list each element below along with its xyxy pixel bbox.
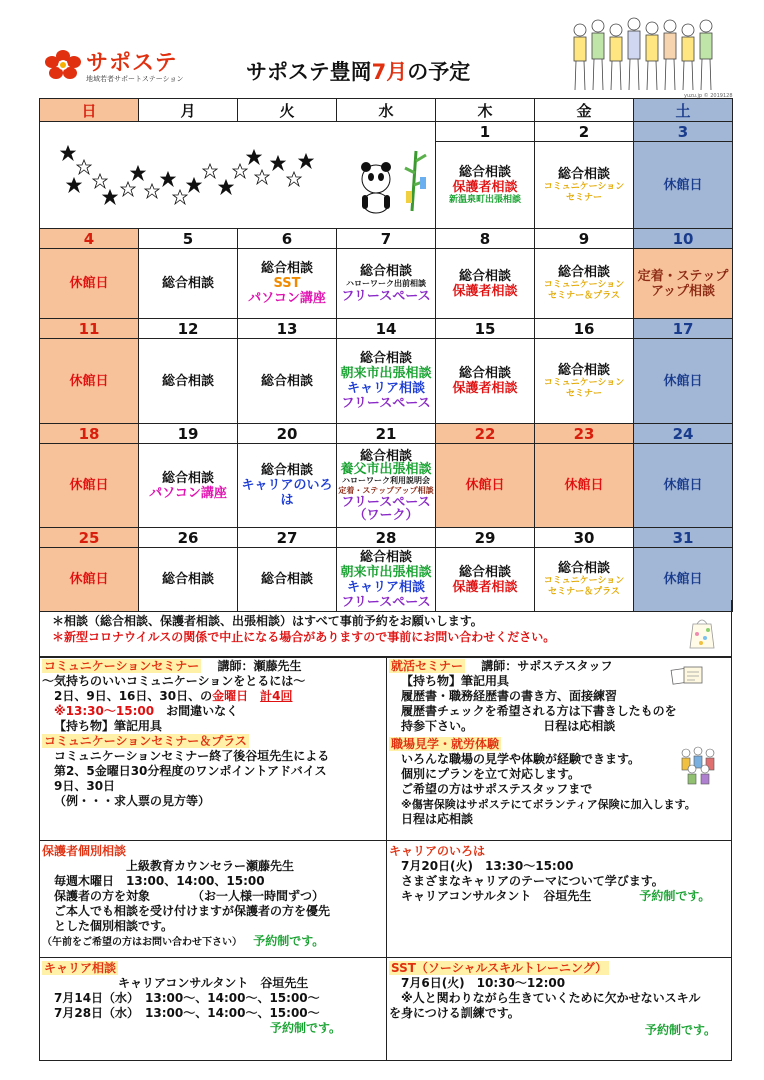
day-9-events: 総合相談 コミュニケーション セミナー＆プラス [535, 249, 634, 319]
info-grid [39, 656, 732, 1061]
day-17-events: 休館日 [634, 339, 733, 424]
workers-group-icon [678, 745, 722, 785]
day-15: 15 [436, 319, 535, 339]
day-20-events: 総合相談 キャリアのいろは [238, 444, 337, 528]
day-27-events: 総合相談 [238, 548, 337, 612]
stars-icon [40, 131, 436, 219]
logo-name: サポステ [86, 51, 178, 76]
day-23-events: 休館日 [535, 444, 634, 528]
stars-decoration [40, 122, 436, 229]
career-iroha-section: キャリアのいろは 7月20日(火) 13:30〜15:00 さまざまなキャリアのテーマについて学びます。 キャリアコンサルタント 谷垣先生 予約制です。 [389, 844, 711, 903]
day-26: 26 [139, 528, 238, 548]
day-3: 3 [634, 122, 733, 142]
day-29: 29 [436, 528, 535, 548]
header [0, 0, 764, 99]
documents-icon [670, 665, 704, 687]
day-5: 5 [139, 229, 238, 249]
day-24-events: 休館日 [634, 444, 733, 528]
day-10: 10 [634, 229, 733, 249]
day-24: 24 [634, 424, 733, 444]
covid-note: ＊新型コロナウイルスの関係で中止になる場合がありますので事前にお問い合わせください。 [52, 630, 556, 644]
day-21: 21 [337, 424, 436, 444]
day-8: 8 [436, 229, 535, 249]
day-14: 14 [337, 319, 436, 339]
day-2-events: 総合相談 コミュニケーション セミナー [535, 142, 634, 229]
flower-logo-icon [42, 50, 84, 80]
day-20: 20 [238, 424, 337, 444]
weekday-header-row [40, 99, 733, 122]
day-31-events: 休館日 [634, 548, 733, 612]
day-9: 9 [535, 229, 634, 249]
day-30: 30 [535, 528, 634, 548]
day-16-events: 総合相談 コミュニケーション セミナー [535, 339, 634, 424]
day-22: 22 [436, 424, 535, 444]
day-4: 4 [40, 229, 139, 249]
page-title: サポステ豊岡7月の予定 [246, 60, 471, 84]
weekday-tue: 火 [238, 99, 337, 122]
job-hunting-seminar-section: 就活セミナー 講師：サポステスタッフ 【持ち物】筆記用具 履歴書・職務経歴書の書き方、面接練習 履歴書チェックを希望される方は下書きしたものを 持参下さい。 日程は応相談 [391, 659, 677, 733]
communication-seminar-plus-section: コミュニケーションセミナー＆プラス コミュニケーションセミナー終了後谷垣先生による 第2、5金曜日30分程度のワンポイントアドバイス 9日、30日 （例・・・求人票の見方等） [44, 734, 330, 808]
day-6-events: 総合相談 SST パソコン講座 [238, 249, 337, 319]
day-7-events: 総合相談 ハローワーク出前相談 フリースペース [337, 249, 436, 319]
notes-box [39, 600, 732, 658]
day-25: 25 [40, 528, 139, 548]
day-13-events: 総合相談 [238, 339, 337, 424]
sst-section: SST（ソーシャルスキルトレーニング） 7月6日(火) 10:30〜12:00 ※人と関わりながら生きていくために欠かせないスキル を身につける訓練です。 予約制です。 [389, 961, 717, 1037]
day-30-events: 総合相談 コミュニケーション セミナー＆プラス [535, 548, 634, 612]
day-25-events: 休館日 [40, 548, 139, 612]
day-7: 7 [337, 229, 436, 249]
illustration-credit: yuzu.jp © 2019128 [684, 93, 733, 99]
day-21-events: 総合相談 養父市出張相談 ハローワーク利用説明会 定着・ステップアップ相談 フリースペース （ワーク） [337, 444, 436, 528]
gift-bag-icon [687, 614, 717, 650]
day-28-events: 総合相談 朝来市出張相談 キャリア相談 フリースペース [337, 548, 436, 612]
day-11-events: 休館日 [40, 339, 139, 424]
day-8-events: 総合相談 保護者相談 [436, 249, 535, 319]
workplace-experience-section: 職場見学・就労体験 いろんな職場の見学や体験が経験できます。 個別にプランを立て対応します。 ご希望の方はサポステスタッフまで ※傷害保険はサポステにてボランティア保険に加入します。 日程は応相談 [391, 737, 696, 826]
day-6: 6 [238, 229, 337, 249]
day-4-events: 休館日 [40, 249, 139, 319]
day-12-events: 総合相談 [139, 339, 238, 424]
day-18: 18 [40, 424, 139, 444]
bamboo-icon [405, 151, 426, 211]
day-14-events: 総合相談 朝来市出張相談 キャリア相談 フリースペース [337, 339, 436, 424]
weekday-wed: 水 [337, 99, 436, 122]
day-12: 12 [139, 319, 238, 339]
logo-subtitle: 地域若者サポートステーション [86, 75, 184, 83]
day-2: 2 [535, 122, 634, 142]
day-19-events: 総合相談 パソコン講座 [139, 444, 238, 528]
weekday-sat: 土 [634, 99, 733, 122]
logo [42, 50, 217, 90]
day-16: 16 [535, 319, 634, 339]
day-26-events: 総合相談 [139, 548, 238, 612]
day-5-events: 総合相談 [139, 249, 238, 319]
communication-seminar-section: コミュニケーションセミナー 講師：瀬藤先生 〜気持ちのいいコミュニケーションをとるには〜 2日、9日、16日、30日、の金曜日 計4回 ※13:30〜15:00 お間違いなく 【持ち物】筆記用具 [42, 659, 306, 733]
day-11: 11 [40, 319, 139, 339]
career-consultation-section: キャリア相談 キャリアコンサルタント 谷垣先生 7月14日（水） 13:00〜、14:00〜、15:00〜 7月28日（水） 13:00〜、14:00〜、15:00〜 予約制です。 [44, 961, 342, 1035]
day-1-events: 総合相談 保護者相談 新温泉町出張相談 [436, 142, 535, 229]
young-people-illustration-icon [566, 16, 726, 94]
reservation-note: ＊相談（総合相談、保護者相談、出張相談）はすべて事前予約をお願いします。 [52, 614, 483, 628]
day-18-events: 休館日 [40, 444, 139, 528]
day-31: 31 [634, 528, 733, 548]
day-28: 28 [337, 528, 436, 548]
day-13: 13 [238, 319, 337, 339]
day-3-events: 休館日 [634, 142, 733, 229]
weekday-mon: 月 [139, 99, 238, 122]
day-19: 19 [139, 424, 238, 444]
day-23: 23 [535, 424, 634, 444]
day-1: 1 [436, 122, 535, 142]
weekday-sun: 日 [40, 99, 139, 122]
day-27: 27 [238, 528, 337, 548]
weekday-fri: 金 [535, 99, 634, 122]
day-15-events: 総合相談 保護者相談 [436, 339, 535, 424]
parent-consultation-section: 保護者個別相談 上級教育カウンセラー瀬藤先生 毎週木曜日 13:00、14:00、15:00 保護者の方を対象 （お一人様一時間ずつ） ご本人でも相談を受け付けますが保護者の方を優先 とした個別相談です。 （午前をご希望の方はお問い合わせ下さい） 予約制です。 [42, 844, 331, 948]
weekday-thu: 木 [436, 99, 535, 122]
day-29-events: 総合相談 保護者相談 [436, 548, 535, 612]
day-22-events: 休館日 [436, 444, 535, 528]
panda-icon [361, 162, 391, 213]
july-calendar [39, 98, 733, 612]
day-10-events: 定着・ステップ アップ相談 [634, 249, 733, 319]
day-17: 17 [634, 319, 733, 339]
